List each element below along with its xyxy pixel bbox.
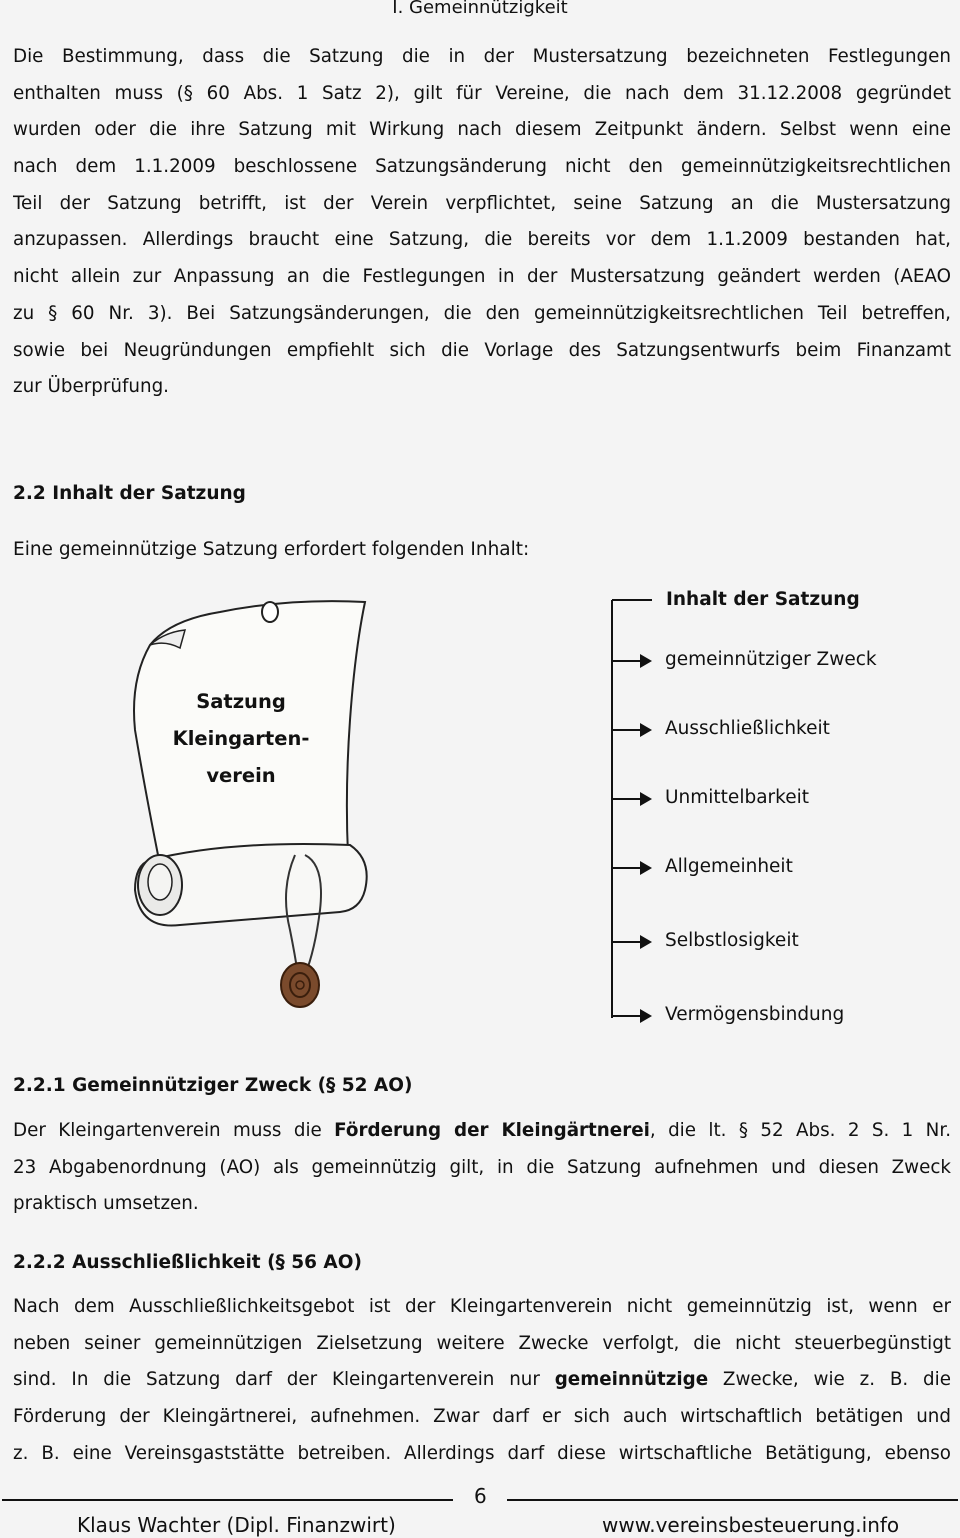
- scroll-text-line-2: Kleingarten-: [172, 727, 310, 750]
- page-number: 6: [474, 1484, 487, 1508]
- text-line: [13, 1289, 951, 1326]
- text-segment: zur Überprüfung.: [13, 376, 169, 398]
- diagram-item: gemeinnütziger Zweck: [665, 649, 877, 670]
- arrow-icon: [612, 798, 642, 800]
- diagram-item: Allgemeinheit: [665, 856, 793, 877]
- text-line: [13, 1436, 951, 1473]
- section-heading-2-2-1: 2.2.1 Gemeinnütziger Zweck (§ 52 AO): [13, 1075, 413, 1096]
- arrow-icon: [612, 660, 642, 662]
- diagram-item: Unmittelbarkeit: [665, 787, 809, 808]
- text-line: [13, 1186, 951, 1223]
- text-line: [13, 222, 951, 259]
- text-line: [13, 76, 951, 113]
- arrow-icon: [612, 941, 642, 943]
- diagram-item: Vermögensbindung: [665, 1004, 845, 1025]
- text-line: [13, 1150, 951, 1187]
- text-segment: wurden oder die ihre Satzung mit Wirkung nach diesem Zeitpunkt ändern. Selbst wenn eine: [13, 119, 951, 141]
- bold-text: Förderung der Kleingärtnerei: [334, 1120, 650, 1141]
- text-segment: sowie bei Neugründungen empfiehlt sich die Vorlage des Satzungsentwurfs beim Finanzamt: [13, 339, 951, 361]
- text-segment: anzupassen. Allerdings braucht eine Satzung, die bereits vor dem 1.1.2009 bestanden hat,: [13, 229, 951, 251]
- diagram-title: Inhalt der Satzung: [666, 589, 860, 610]
- paragraph-ausschliesslichkeit: [13, 1289, 951, 1472]
- text-line: [13, 1362, 951, 1399]
- scroll-illustration: [110, 590, 390, 1020]
- footer-rule-left: [2, 1499, 453, 1501]
- scroll-text-line-1: Satzung: [196, 690, 286, 713]
- text-segment: z. B. eine Vereinsgaststätte betreiben. Allerdings darf diese wirtschaftliche Betätigung, ebenso: [13, 1442, 951, 1464]
- text-segment: sind. In die Satzung darf der Kleingartenverein nur: [13, 1369, 555, 1391]
- arrow-icon: [612, 1015, 642, 1017]
- text-line: [13, 186, 951, 223]
- text-segment: Nach dem Ausschließlichkeitsgebot ist der Kleingartenverein nicht gemeinnützig ist, wenn er: [13, 1296, 951, 1317]
- text-segment: zu § 60 Nr. 3). Bei Satzungsänderungen, die den gemeinnützigkeitsrechtlichen Teil betreffen,: [13, 302, 951, 324]
- scroll-icon: [110, 590, 390, 1020]
- scroll-text-line-3: verein: [206, 764, 276, 787]
- paragraph-gemeinnuetziger-zweck: [13, 1113, 951, 1223]
- footer-author: Klaus Wachter (Dipl. Finanzwirt): [77, 1513, 396, 1537]
- diagram-connector: [612, 599, 652, 601]
- text-line: [13, 1326, 951, 1363]
- text-segment: 23 Abgabenordnung (AO) als gemeinnützig gilt, in die Satzung aufnehmen und diesen Zweck: [13, 1156, 951, 1178]
- text-segment: praktisch umsetzen.: [13, 1193, 199, 1215]
- section-intro: Eine gemeinnützige Satzung erfordert folgenden Inhalt:: [13, 539, 530, 560]
- text-segment: nach dem 1.1.2009 beschlossene Satzungsänderung nicht den gemeinnützigkeitsrechtlichen: [13, 156, 951, 178]
- footer-website: www.vereinsbesteuerung.info: [602, 1513, 900, 1537]
- section-heading-2-2-2: 2.2.2 Ausschließlichkeit (§ 56 AO): [13, 1252, 362, 1273]
- text-line: [13, 369, 951, 406]
- text-segment: neben seiner gemeinnützigen Zielsetzung weitere Zwecke verfolgt, die nicht steuerbegünstigt: [13, 1332, 951, 1354]
- text-line: [13, 259, 951, 296]
- text-segment: Der Kleingartenverein muss die: [13, 1120, 335, 1141]
- text-segment: enthalten muss (§ 60 Abs. 1 Satz 2), gilt für Vereine, die nach dem 31.12.2008 gegründet: [13, 82, 951, 104]
- text-segment: Teil der Satzung betrifft, ist der Verein verpflichtet, seine Satzung an die Mustersatzung: [13, 192, 951, 214]
- arrow-icon: [612, 867, 642, 869]
- text-line: [13, 333, 951, 370]
- text-line: [13, 296, 951, 333]
- text-segment: , die lt. § 52 Abs. 2 S. 1 Nr.: [649, 1120, 951, 1141]
- text-line: [13, 149, 951, 186]
- diagram-item: Ausschließlichkeit: [665, 718, 830, 739]
- footer-rule-right: [507, 1499, 958, 1501]
- diagram-item: Selbstlosigkeit: [665, 930, 799, 951]
- section-heading-2-2: 2.2 Inhalt der Satzung: [13, 483, 246, 504]
- text-segment: Förderung der Kleingärtnerei, aufnehmen. Zwar darf er sich auch wirtschaftlich betätigen und: [13, 1406, 951, 1428]
- paragraph-satzung-anpassung: [13, 39, 951, 406]
- text-line: [13, 1399, 951, 1436]
- text-line: [13, 39, 951, 76]
- text-line: [13, 112, 951, 149]
- bold-text: gemeinnützige: [554, 1369, 709, 1391]
- text-segment: nicht allein zur Anpassung an die Festlegungen in der Mustersatzung geändert werden (AEAO: [13, 266, 951, 288]
- text-line: [13, 1113, 951, 1150]
- arrow-icon: [612, 729, 642, 731]
- diagram-vertical-line: [611, 600, 613, 1018]
- text-segment: Die Bestimmung, dass die Satzung die in der Mustersatzung bezeichneten Festlegungen: [13, 46, 951, 67]
- page-header: I. Gemeinnützigkeit: [392, 0, 568, 18]
- text-segment: Zwecke, wie z. B. die: [708, 1369, 951, 1391]
